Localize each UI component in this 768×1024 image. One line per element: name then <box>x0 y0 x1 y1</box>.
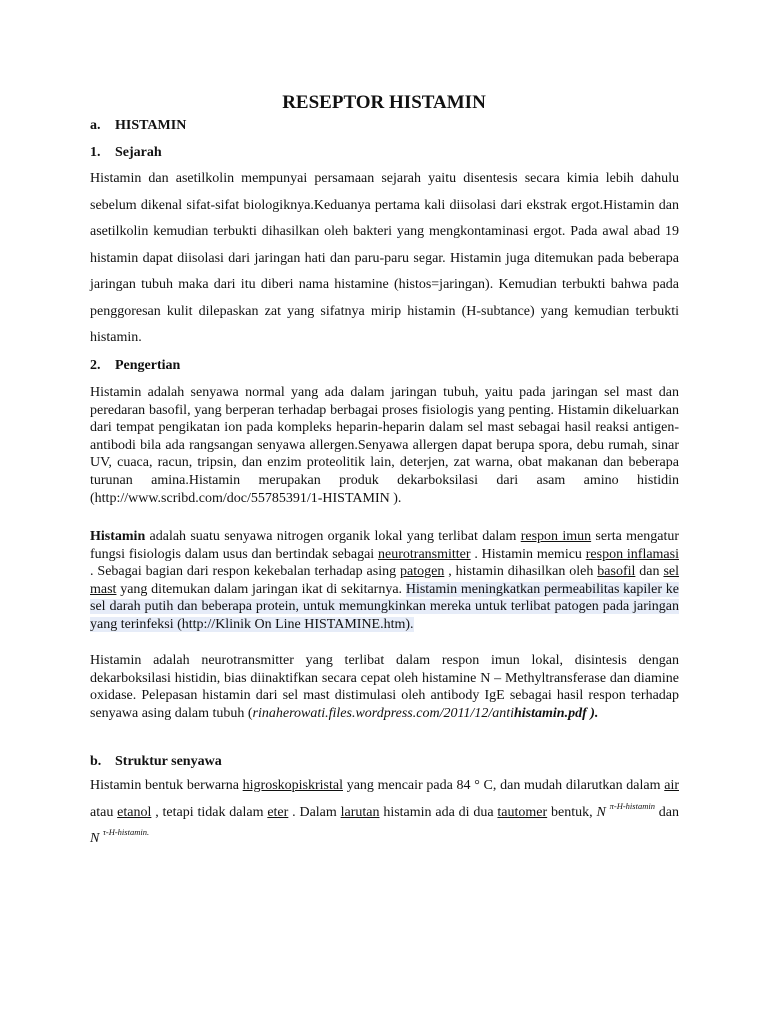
pengertian-paragraph-2 <box>90 528 679 634</box>
reference-url: rinaherowati.files.wordpress.com/2011/12/anti <box>252 705 514 721</box>
text-run: serta mengatur fungsi fisiologis dalam usus dan bertindak sebagai <box>90 529 680 562</box>
text-run: adalah suatu senyawa nitrogen organik lokal yang terlibat dalam <box>145 529 521 544</box>
text-run: , tetapi tidak dalam <box>151 804 268 820</box>
section-a-label: HISTAMIN <box>115 118 187 133</box>
subsection-1-number: 1. <box>90 145 101 160</box>
section-b-number: b. <box>90 754 102 769</box>
subsection-2-number: 2. <box>90 358 101 373</box>
subsection-1-heading <box>90 145 162 161</box>
link-higroskopiskristal[interactable]: higroskopiskristal <box>242 778 343 793</box>
link-air[interactable]: air <box>664 778 679 793</box>
pi-h-histamin-superscript: π-H-histamin <box>609 800 655 811</box>
text-run: . Dalam <box>288 804 341 820</box>
bold-term: Histamin <box>90 529 146 544</box>
text-run: histamin ada di dua <box>379 804 498 820</box>
text-run: , histamin dihasilkan oleh <box>444 564 598 580</box>
nitrogen-symbol: N <box>90 831 100 846</box>
subsection-2-heading <box>90 358 180 374</box>
link-tautomer[interactable]: tautomer <box>497 804 548 820</box>
text-run: . Histamin memicu <box>470 546 586 562</box>
page-title: RESEPTOR HISTAMIN <box>282 92 486 113</box>
section-b-heading <box>90 754 222 770</box>
pengertian-paragraph-3 <box>90 652 679 722</box>
section-a-heading <box>90 118 186 134</box>
text-run: dan <box>654 804 680 820</box>
link-neurotransmitter[interactable]: neurotransmitter <box>378 546 471 562</box>
text-run: atau <box>90 804 118 820</box>
link-patogen[interactable]: patogen <box>400 564 445 580</box>
link-respon-inflamasi[interactable]: respon inflamasi <box>585 546 679 562</box>
highlighted-text: Histamin meningkatkan permeabilitas kapiler ke sel darah putih dan beberapa protein, untuk memungkinkan mereka untuk terlibat patogen pada jaringan yang terinfeksi (http://Klinik On Line HISTAMINE.htm). <box>90 581 679 632</box>
tau-h-histamin-superscript: τ-H-histamin. <box>102 827 150 837</box>
text-run: bentuk, <box>547 804 597 820</box>
link-sel-mast[interactable]: sel mast <box>90 564 679 597</box>
text-run: Histamin adalah neurotransmitter yang terlibat dalam respon imun lokal, disintesis dengan dekarboksilasi histidin, bias diinaktifkan secara cepat oleh histamine N – Methyltransferase dan diamine oxidase. Pelepasan histamin dari sel mast distimulasi oleh antibody IgE sebagai hasil respon terhadap senyawa asing dalam tubuh ( <box>90 653 679 721</box>
text-run: . Sebagai bagian dari respon kekebalan terhadap asing <box>90 564 401 580</box>
reference-url-bold: histamin.pdf ). <box>513 705 599 721</box>
link-eter[interactable]: eter <box>267 804 289 820</box>
sejarah-paragraph: Histamin dan asetilkolin mempunyai persamaan sejarah yaitu disentesis secara kimia lebih dahulu sebelum dikenal sifat-sifat biologiknya.Keduanya pertama kali diisolasi dari ekstrak ergot.Histamin dan asetilkolin kemudian terbukti dihasilkan oleh bakteri yang mengkontaminasi ergot. Pada awal abad 19 histamin dapat diisolasi dari jaringan hati dan paru-paru segar. Histamin juga ditemukan pada beberapa jaringan tubuh maka dari itu diberi nama histamine (histos=jaringan). Kemudian terbukti bahwa pada penggoresan kulit dilepaskan zat yang sifatnya mirip histamin (H-subtance) yang kemudian terbukti histamin. <box>90 171 679 345</box>
pengertian-paragraph-1: Histamin adalah senyawa normal yang ada dalam jaringan tubuh, yaitu pada jaringan sel mast dan peredaran basofil, yang berperan terhadap berbagai proses fisiologis yang penting. Histamin dikeluarkan dari tempat pengikatan ion pada kompleks heparin-heparin dalam sel mast sebagai hasil reaksi antigen-antibodi bila ada rangsangan senyawa allergen.Senyawa allergen dapat berupa spora, debu rumah, sinar UV, cuaca, racun, tripsin, dan enzim proteolitik lain, deterjen, zat warna, obat makanan dan beberapa turunan amina.Histamin merupakan produk dekarboksilasi dari asam amino histidin (http://www.scribd.com/doc/55785391/1-HISTAMIN ). <box>90 385 679 506</box>
link-respon-imun[interactable]: respon imun <box>520 529 592 544</box>
text-run: dan <box>635 564 664 580</box>
struktur-paragraph <box>90 773 679 853</box>
text-run: yang ditemukan dalam jaringan ikat di sekitarnya. <box>116 581 406 597</box>
section-a-number: a. <box>90 118 101 133</box>
text-run: yang mencair pada 84 ° C, dan mudah dilarutkan dalam <box>342 778 665 793</box>
section-b-label: Struktur senyawa <box>115 754 222 769</box>
text-run: Histamin bentuk berwarna <box>90 778 243 793</box>
subsection-1-label: Sejarah <box>115 145 162 160</box>
link-etanol[interactable]: etanol <box>117 804 152 820</box>
subsection-2-label: Pengertian <box>115 358 181 373</box>
link-larutan[interactable]: larutan <box>340 804 380 820</box>
nitrogen-symbol: N <box>596 804 606 820</box>
link-basofil[interactable]: basofil <box>597 564 636 580</box>
